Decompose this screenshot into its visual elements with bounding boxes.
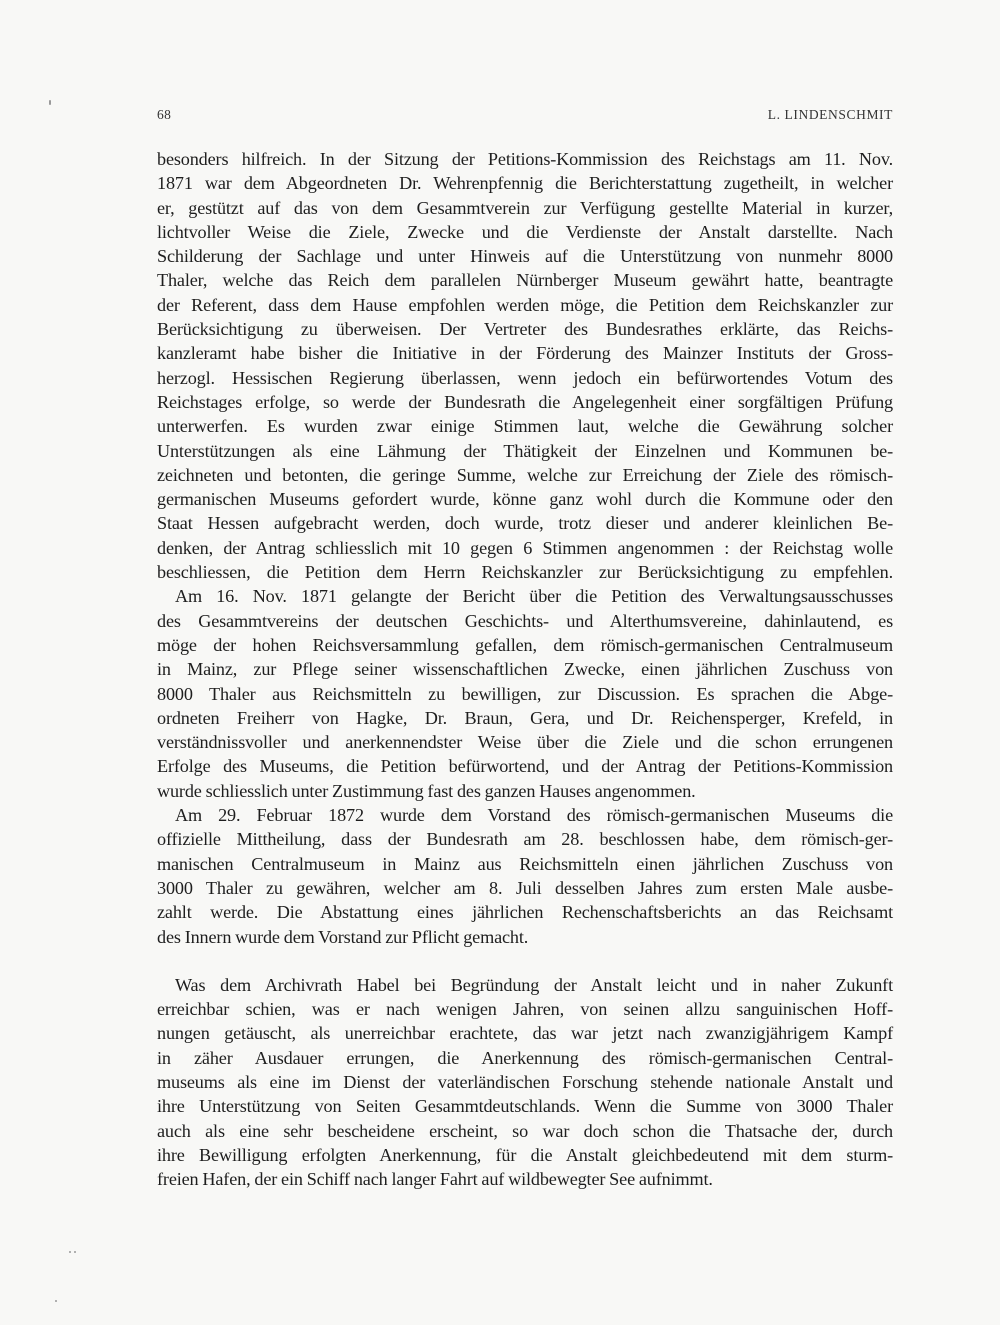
text-line: in zäher Ausdauer errungen, die Anerkennung des römisch-germanischen Central- [157, 1047, 893, 1068]
text-line: unterwerfen. Es wurden zwar einige Stimmen laut, welche die Gewährung solcher [157, 416, 893, 437]
text-line: der Referent, dass dem Hause empfohlen werden möge, die Petition dem Reichskanzler zur [157, 294, 893, 315]
text-line: denken, der Antrag schliesslich mit 10 gegen 6 Stimmen angenommen : der Reichstag wolle [157, 537, 893, 558]
scan-speck [55, 1300, 57, 1302]
text-line: 8000 Thaler aus Reichsmitteln zu bewilligen, zur Discussion. Es sprachen die Abge- [157, 683, 893, 704]
paragraph [157, 803, 893, 949]
running-head [157, 107, 893, 127]
text-line: ihre Bewilligung erfolgten Anerkennung, für die Anstalt gleichbedeutend mit dem sturm- [157, 1144, 893, 1165]
text-line: Am 29. Februar 1872 wurde dem Vorstand des römisch-germanischen Museums die [175, 805, 893, 826]
text-line: verständnissvoller und anerkennendster Weise über die Ziele und die schon errungenen [157, 732, 893, 753]
text-line: ihre Unterstützung von Seiten Gesammtdeutschlands. Wenn die Summe von 3000 Thaler [157, 1096, 893, 1117]
text-line: des Gesammtvereins der deutschen Geschichts- und Alterthumsvereine, dahinlautend, es [157, 610, 893, 631]
text-line: zeichneten und betonten, die geringe Summe, welche zur Erreichung der Ziele des römisch- [157, 464, 893, 485]
paragraph [157, 973, 893, 1192]
text-line: Staat Hessen aufgebracht werden, doch wurde, trotz dieser und anderer kleinlichen Be- [157, 513, 893, 534]
text-line: museums als eine im Dienst der vaterländischen Forschung stehende nationale Anstalt und [157, 1071, 893, 1092]
paragraph [157, 147, 893, 584]
scan-speck [49, 100, 51, 105]
text-line: 1871 war dem Abgeordneten Dr. Wehrenpfennig die Berichterstattung zugetheilt, in welcher [157, 173, 893, 194]
text-line: besonders hilfreich. In der Sitzung der Petitions-Kommission des Reichstags am 11. Nov. [157, 149, 893, 169]
text-line: nungen getäuscht, als unerreichbar erachtete, das war jetzt nach zwanzigjährigem Kampf [157, 1023, 893, 1044]
text-line: lichtvoller Weise die Ziele, Zwecke und die Verdienste der Anstalt darstellte. Nach [157, 221, 893, 242]
text-line: in Mainz, zur Pflege seiner wissenschaftlichen Zwecke, einen jährlichen Zuschuss von [157, 659, 893, 680]
text-line: des Innern wurde dem Vorstand zur Pflicht gemacht. [157, 926, 529, 947]
text-line: zahlt werde. Die Abstattung eines jährlichen Rechenschaftsberichts an das Reichsamt [157, 902, 893, 923]
running-title: L. LINDENSCHMIT [767, 107, 893, 122]
text-line: kanzleramt habe bisher die Initiative in der Förderung des Mainzer Instituts der Gross- [157, 343, 893, 364]
text-line: manischen Centralmuseum in Mainz aus Reichsmitteln einen jährlichen Zuschuss von [157, 853, 893, 874]
text-line: möge der hohen Reichsversammlung gefallen, dem römisch-germanischen Centralmuseum [157, 634, 893, 655]
text-line: Am 16. Nov. 1871 gelangte der Bericht über die Petition des Verwaltungsausschusses [175, 586, 893, 607]
text-line: beschliessen, die Petition dem Herrn Reichskanzler zur Berücksichtigung zu empfehlen. [157, 562, 893, 583]
text-line: Erfolge des Museums, die Petition befürwortend, und der Antrag der Petitions-Kommission [157, 756, 893, 777]
text-line: erreichbar schien, was er nach wenigen Jahren, von seinen allzu sanguinischen Hoff- [157, 999, 893, 1020]
text-line: herzogl. Hessischen Regierung überlassen, wenn jedoch ein befürwortendes Votum des [157, 367, 893, 388]
text-line: wurde schliesslich unter Zustimmung fast des ganzen Hauses angenommen. [157, 780, 696, 801]
text-line: offizielle Mittheilung, dass der Bundesrath am 28. beschlossen habe, dem römisch-ger- [157, 829, 893, 850]
text-line: auch als eine sehr bescheidene erscheint, so war doch schon die Thatsache der, durch [157, 1120, 893, 1141]
text-line: er, gestützt auf das von dem Gesammtverein zur Verfügung gestellte Material in kurzer, [157, 197, 893, 218]
paragraph [157, 584, 893, 803]
text-line: Schilderung der Sachlage und unter Hinweis auf die Unterstützung von nunmehr 8000 [157, 246, 893, 267]
scan-speck [69, 1251, 71, 1253]
body-text [157, 147, 893, 1191]
text-line: Berücksichtigung zu überweisen. Der Vertreter des Bundesrathes erklärte, das Reichs- [157, 319, 893, 340]
text-line: Reichstages erfolge, so werde der Bundesrath die Angelegenheit einer sorgfältigen Prüfung [157, 391, 893, 412]
page-number: 68 [157, 107, 172, 122]
text-line: freien Hafen, der ein Schiff nach langer Fahrt auf wildbewegter See aufnimmt. [157, 1169, 713, 1190]
text-line: 3000 Thaler zu gewähren, welcher am 8. Juli desselben Jahres zum ersten Male ausbe- [157, 877, 893, 898]
text-line: Was dem Archivrath Habel bei Begründung der Anstalt leicht und in naher Zukunft [175, 974, 893, 995]
text-line: Thaler, welche das Reich dem parallelen Nürnberger Museum gewährt hatte, beantragte [157, 270, 893, 291]
scan-speck [74, 1251, 76, 1253]
text-line: ordneten Freiherr von Hagke, Dr. Braun, Gera, und Dr. Reichensperger, Krefeld, in [157, 707, 893, 728]
text-line: Unterstützungen als eine Lähmung der Thätigkeit der Einzelnen und Kommunen be- [157, 440, 893, 461]
text-line: germanischen Museums gefordert wurde, könne ganz wohl durch die Kommune oder den [157, 489, 893, 510]
section-gap [157, 949, 893, 973]
